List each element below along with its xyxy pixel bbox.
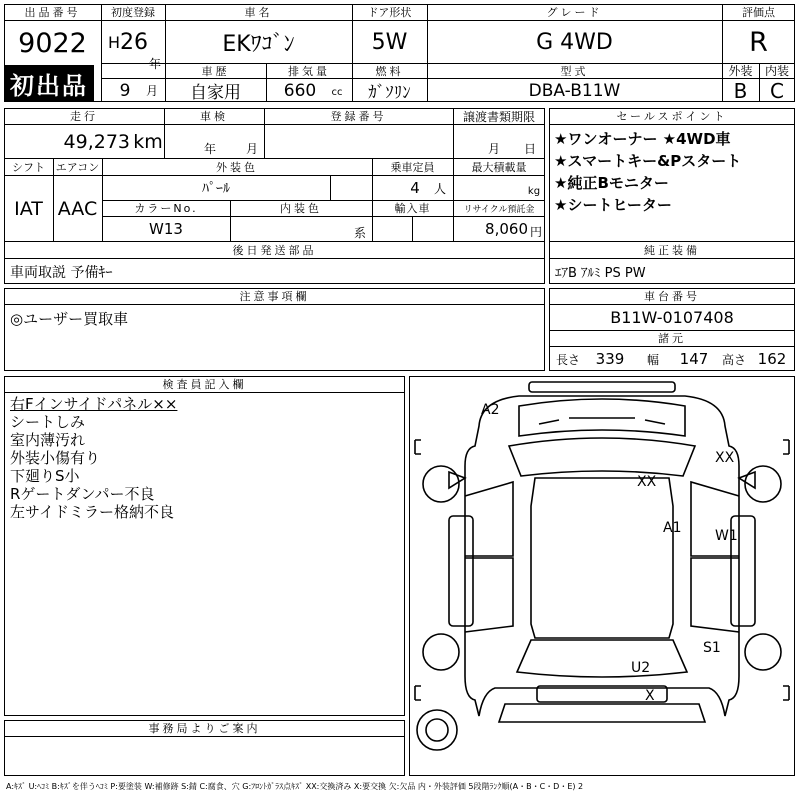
specs-label: 諸元 <box>658 332 686 345</box>
sales-point: ★シートヒーター <box>554 196 672 214</box>
sales-point: ★純正Bモニター <box>554 174 669 192</box>
office-label: 事務局よりご案内 <box>148 722 261 735</box>
grade-label: グレード <box>546 6 603 19</box>
caution-note: ◎ユーザー買取車 <box>10 309 129 328</box>
ext-color-label: 外装色 <box>216 160 258 174</box>
recycle-unit: 円 <box>529 224 542 239</box>
first-listing-badge: 初出品 <box>4 65 94 101</box>
mark-x-rear: X <box>645 688 655 704</box>
recycle-fee: 8,060 <box>485 220 528 238</box>
inspector-note: Rゲートダンパー不良 <box>10 485 155 503</box>
inspector-note: 室内薄汚れ <box>10 431 86 449</box>
transfer-month-unit: 月 <box>487 141 500 156</box>
displacement: 660 <box>283 80 317 101</box>
length: 339 <box>595 350 625 368</box>
max-load-label: 最大積載量 <box>471 160 527 174</box>
car-name: EKﾜｺﾞﾝ <box>222 31 295 57</box>
lot-no-label: 出品番号 <box>24 6 81 19</box>
inspection-year-unit: 年 <box>203 141 216 156</box>
equipment-label: 純正装備 <box>644 243 700 257</box>
chassis-no: B11W-0107408 <box>610 308 734 327</box>
reg-month: 9 <box>119 80 131 101</box>
mark-u2: U2 <box>631 660 651 676</box>
first-reg-label: 初度登録 <box>111 6 155 19</box>
fuel-label: 燃料 <box>375 64 404 78</box>
reg-year-unit: 年 <box>148 56 161 71</box>
interior-grade-label: 内装 <box>764 64 789 78</box>
door-type: 5W <box>371 29 408 55</box>
history: 自家用 <box>190 83 241 103</box>
recycle-label: リサイクル預託金 <box>463 204 535 215</box>
inspector-note: シートしみ <box>10 413 86 431</box>
mark-xx-right: XX <box>715 450 735 466</box>
score-label: 評価点 <box>742 6 775 19</box>
inspector-note: 左サイドミラー格納不良 <box>10 503 174 521</box>
mileage-unit: km <box>133 131 163 153</box>
car-name-label: 車名 <box>244 6 273 19</box>
int-color-label: 内装色 <box>280 202 322 215</box>
color-no-label: カラーNo. <box>134 202 198 215</box>
later-parts: 車両取説 予備ｷｰ <box>10 264 113 281</box>
transfer-label: 譲渡書類期限 <box>462 109 535 124</box>
displacement-label: 排気量 <box>288 64 330 78</box>
score: R <box>749 26 768 58</box>
ac-label: エアコン <box>55 160 100 174</box>
era: H <box>107 32 121 52</box>
mileage-label: 走行 <box>70 110 98 123</box>
grade: G 4WD <box>536 29 613 55</box>
color-no: W13 <box>149 220 183 238</box>
car-diagram <box>409 376 795 776</box>
transfer-day-unit: 日 <box>523 141 536 156</box>
exterior-grade: B <box>733 78 748 103</box>
sales-points-label: セールスポイント <box>616 110 728 123</box>
ac: AAC <box>57 197 98 220</box>
capacity: 4 <box>410 179 420 197</box>
width-label: 幅 <box>646 352 659 367</box>
shift-label: シフト <box>12 160 45 174</box>
width: 147 <box>679 350 709 368</box>
reg-no-label: 登録番号 <box>330 110 387 123</box>
history-label: 車歴 <box>201 64 230 78</box>
capacity-label: 乗車定員 <box>390 160 435 174</box>
mark-a1: A1 <box>663 520 682 536</box>
door-label: ドア形状 <box>367 6 412 19</box>
legend: A:ｷｽﾞ U:ﾍｺﾐ B:ｷｽﾞを伴うﾍｺﾐ P:要塗装 W:補修跡 S:錆 C:腐食、穴 G:ﾌﾛﾝﾄｶﾞﾗｽ点ｷｽﾞ XX:交換済み X:要交換 欠:欠品 内・外装評価 5段階ﾗﾝｸ順(A・B・C・D・E) 2 <box>6 782 584 791</box>
inspection-month-unit: 月 <box>245 141 258 156</box>
lot-no: 9022 <box>18 27 87 59</box>
chassis-label: 車台番号 <box>644 290 700 303</box>
height-label: 高さ <box>721 352 746 367</box>
ext-color: ﾊﾟｰﾙ <box>202 181 230 197</box>
inspector-note: 右Fインサイドパネル×× <box>10 395 178 413</box>
int-color-unit: 系 <box>353 225 366 240</box>
shift: IAT <box>14 197 43 220</box>
sales-point: ★スマートキー&Pスタート <box>554 152 742 170</box>
mark-xx-roof: XX <box>637 474 657 490</box>
mark-s1: S1 <box>703 640 721 656</box>
later-parts-label: 後日発送部品 <box>232 243 317 257</box>
inspector-note: 外装小傷有り <box>10 449 101 467</box>
equipment: ｴｱB ｱﾙﾐ PS PW <box>555 266 646 281</box>
sales-points-list <box>554 128 794 216</box>
mark-w1: W1 <box>715 528 738 544</box>
mark-a2: A2 <box>481 402 500 418</box>
inspector-note: 下廻りS小 <box>10 467 80 485</box>
capacity-unit: 人 <box>433 181 446 196</box>
inspector-notes <box>10 395 177 521</box>
displacement-unit: cc <box>331 86 343 98</box>
length-label: 長さ <box>555 352 580 367</box>
inspection-label: 車検 <box>200 110 228 123</box>
max-load-unit: kg <box>527 185 541 197</box>
model-label: 型式 <box>560 64 589 78</box>
import-label: 輸入車 <box>394 202 431 215</box>
inspector-label: 検査員記入欄 <box>162 378 247 391</box>
exterior-grade-label: 外装 <box>728 64 753 78</box>
sales-point: ★ワンオーナー ★4WD車 <box>554 130 731 148</box>
reg-month-unit: 月 <box>145 84 158 98</box>
reg-year: 26 <box>120 29 148 55</box>
fuel: ｶﾞｿﾘﾝ <box>368 83 411 103</box>
height: 162 <box>757 350 787 368</box>
caution-label: 注意事項欄 <box>239 290 310 303</box>
model: DBA-B11W <box>528 80 621 101</box>
mileage: 49,273 <box>63 131 130 153</box>
interior-grade: C <box>770 78 784 103</box>
